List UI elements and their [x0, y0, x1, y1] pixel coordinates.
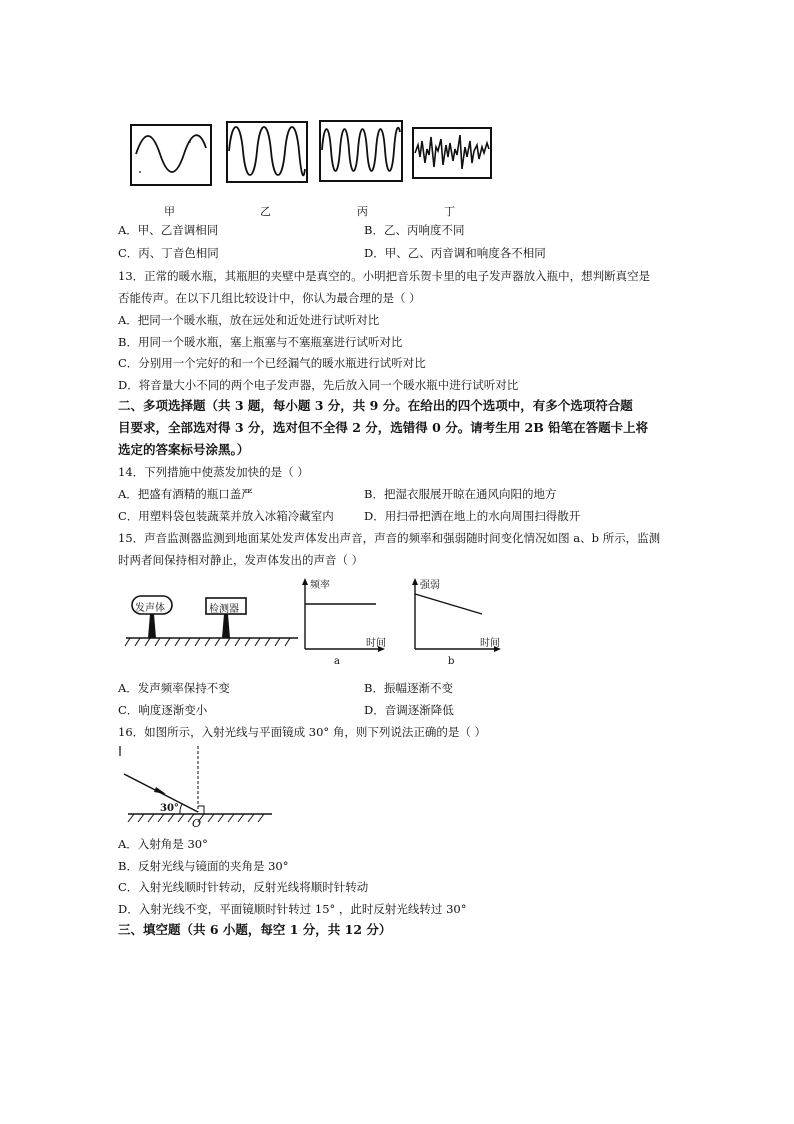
q15-option-b: B．振幅逐渐不变	[364, 681, 453, 695]
waveform-jia-figure	[130, 124, 212, 186]
q14-stem: 14．下列措施中使蒸发加快的是（ ）	[118, 465, 309, 479]
q13-stem-line-2: 否能传声。在以下几组比较设计中，你认为最合理的是（ ）	[118, 291, 421, 305]
waveform-bing-figure	[319, 120, 403, 182]
q15-graph-b-x-label: 时间	[480, 638, 500, 649]
q16-option-c: C．入射光线顺时针转动，反射光线将顺时针转动	[118, 880, 369, 894]
q15-setup-figure	[124, 588, 300, 650]
q12-option-c: C．丙、丁音色相同	[118, 246, 219, 260]
q14-option-b: B．把湿衣服展开晾在通风向阳的地方	[364, 487, 557, 501]
waveform-label-bing: 丙	[357, 205, 368, 218]
q15-graph-b-y-label: 强弱	[420, 580, 440, 591]
q14-option-a: A．把盛有酒精的瓶口盖严	[118, 487, 253, 501]
q16-option-b: B．反射光线与镜面的夹角是 30°	[118, 859, 289, 873]
waveform-label-yi: 乙	[260, 205, 271, 218]
q15-option-d: D．音调逐渐降低	[364, 703, 454, 717]
q15-detector-label: 检测器	[209, 604, 239, 615]
q15-stem-line-2: 时两者间保持相对静止，发声体发出的声音（ ）	[118, 553, 364, 567]
waveform-yi-figure	[226, 121, 308, 183]
q16-point-label: O	[192, 817, 202, 830]
q13-option-b: B．用同一个暖水瓶，塞上瓶塞与不塞瓶塞进行试听对比	[118, 335, 403, 349]
section3-heading: 三、填空题（共 6 小题，每空 1 分，共 12 分）	[118, 922, 392, 937]
q13-option-d: D．将音量大小不同的两个电子发声器，先后放入同一个暖水瓶中进行试听对比	[118, 378, 519, 392]
waveform-label-jia: 甲	[164, 205, 175, 218]
q15-option-a: A．发声频率保持不变	[118, 681, 230, 695]
q14-option-c: C．用塑料袋包装蔬菜并放入冰箱冷藏室内	[118, 509, 334, 523]
q12-option-b: B．乙、丙响度不同	[364, 223, 465, 237]
q13-option-a: A．把同一个暖水瓶，放在远处和近处进行试听对比	[118, 313, 380, 327]
q16-stem: 16．如图所示，入射光线与平面镜成 30° 角，则下列说法正确的是（ ）	[118, 725, 486, 739]
q15-graph-a-caption: a	[334, 656, 340, 667]
q15-graph-a-y-label: 频率	[310, 580, 330, 591]
section2-heading-line-2: 目要求，全部选对得 3 分，选对但不全得 2 分，选错得 0 分。请考生用 2B 铅笔在答题卡上将	[118, 420, 649, 435]
section2-heading-line-3: 选定的答案标号涂黑。）	[118, 442, 250, 457]
section2-heading-line-1: 二、多项选择题（共 3 题，每小题 3 分，共 9 分。在给出的四个选项中，有多个选项符合题	[118, 398, 633, 413]
q15-option-c: C．响度逐渐变小	[118, 703, 208, 717]
q16-option-d: D．入射光线不变，平面镜顺时针转过 15° ，此时反射光线转过 30°	[118, 902, 467, 916]
q13-stem-line-1: 13．正常的暖水瓶，其瓶胆的夹壁中是真空的。小明把音乐贺卡里的电子发声器放入瓶中，想判断真空是	[118, 269, 651, 283]
q15-graph-b-intensity-line	[415, 594, 482, 614]
q15-stem-line-1: 15．声音监测器监测到地面某处发声体发出声音，声音的频率和强弱随时间变化情况如图 a、b 所示，监测	[118, 531, 661, 545]
waveform-label-ding: 丁	[444, 205, 455, 218]
q15-source-label: 发声体	[135, 603, 165, 614]
q12-option-d: D．甲、乙、丙音调和响度各不相同	[364, 246, 546, 260]
q16-angle-label: 30°	[160, 803, 179, 814]
waveform-ding-figure	[412, 127, 492, 179]
q15-graph-b-caption: b	[448, 656, 455, 667]
q16-option-a: A．入射角是 30°	[118, 837, 208, 851]
q15-graph-a-x-label: 时间	[366, 638, 386, 649]
q14-option-d: D．用扫帚把洒在地上的水向周围扫得散开	[364, 509, 581, 523]
q12-option-a: A．甲、乙音调相同	[118, 223, 219, 237]
q13-option-c: C．分别用一个完好的和一个已经漏气的暖水瓶进行试听对比	[118, 356, 426, 370]
